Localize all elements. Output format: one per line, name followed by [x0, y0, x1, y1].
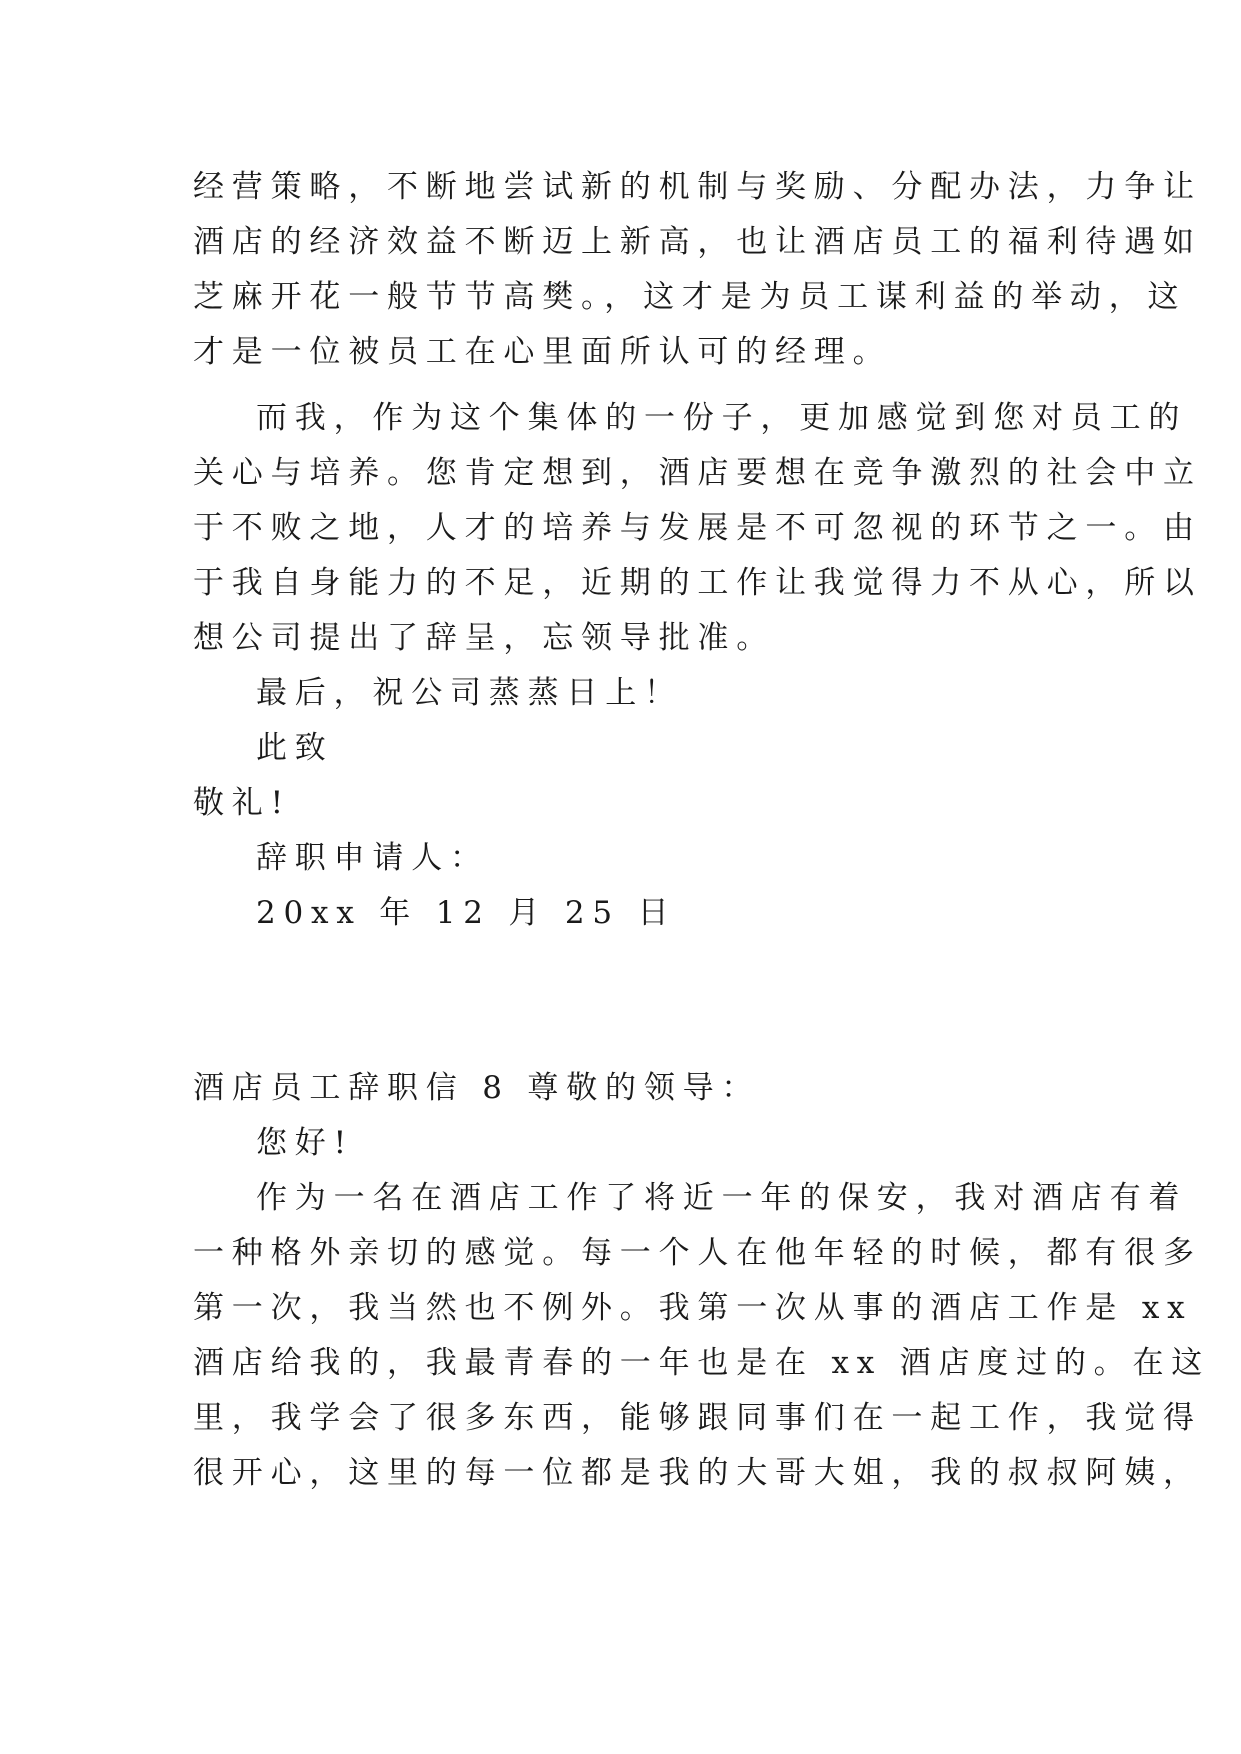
salutation-jingli: 敬礼!	[193, 785, 291, 821]
signature-label: 辞职申请人：	[256, 840, 489, 876]
body-text-line: 才是一位被员工在心里面所认可的经理。	[193, 334, 892, 370]
body-text-line: 一种格外亲切的感觉。每一个人在他年轻的时候，都有很多	[193, 1235, 1202, 1271]
closing-wish: 最后，祝公司蒸蒸日上！	[256, 675, 683, 711]
body-text-line: 酒店的经济效益不断迈上新高，也让酒店员工的福利待遇如	[193, 224, 1202, 260]
body-text-line: 第一次，我当然也不例外。我第一次从事的酒店工作是 xx	[193, 1290, 1193, 1326]
body-text-line: 很开心，这里的每一位都是我的大哥大姐，我的叔叔阿姨，	[193, 1455, 1202, 1491]
body-text-line: 里，我学会了很多东西，能够跟同事们在一起工作，我觉得	[193, 1400, 1202, 1436]
body-text-line: 于我自身能力的不足，近期的工作让我觉得力不从心，所以	[193, 565, 1202, 601]
body-text-line: 于不败之地，人才的培养与发展是不可忽视的环节之一。由	[193, 510, 1202, 546]
body-text-line: 经营策略，不断地尝试新的机制与奖励、分配办法，力争让	[193, 169, 1202, 205]
body-text-line: 想公司提出了辞呈，忘领导批准。	[193, 620, 775, 656]
body-text-line: 芝麻开花一般节节高樊。，这才是为员工谋利益的举动，这	[193, 279, 1187, 315]
paragraph-first-line: 作为一名在酒店工作了将近一年的保安，我对酒店有着	[256, 1180, 1188, 1216]
greeting: 您好!	[256, 1125, 354, 1161]
paragraph-first-line: 而我，作为这个集体的一份子，更加感觉到您对员工的	[256, 400, 1188, 436]
salutation-cizhi: 此致	[256, 730, 334, 766]
signature-date: 20xx 年 12 月 25 日	[256, 895, 677, 931]
body-text-line: 关心与培养。您肯定想到，酒店要想在竞争激烈的社会中立	[193, 455, 1202, 491]
section-heading: 酒店员工辞职信 8 尊敬的领导：	[193, 1070, 761, 1106]
body-text-line: 酒店给我的，我最青春的一年也是在 xx 酒店度过的。在这	[193, 1345, 1211, 1381]
